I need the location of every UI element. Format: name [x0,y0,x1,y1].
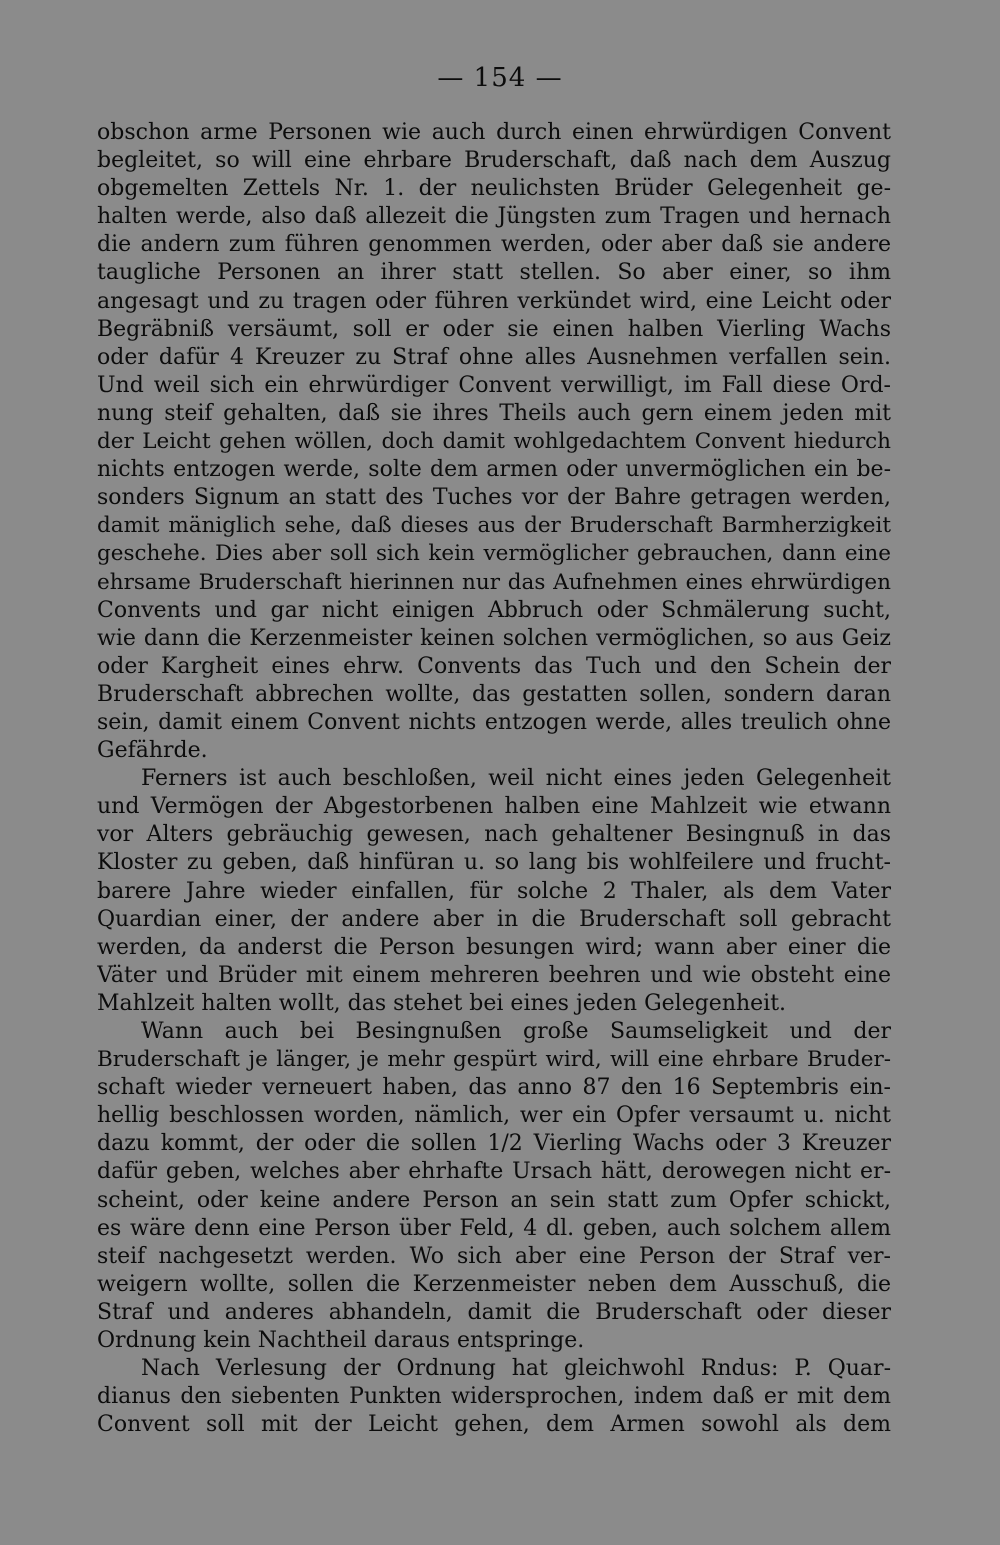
text-line: Gefährde. [97,738,208,764]
text-line: dianus den siebenten Punkten widersprochen, indem daß er mit dem [97,1384,891,1410]
text-line: scheint, oder keine andere Person an sein statt zum Opfer schickt, [97,1187,891,1213]
text-line: vor Alters gebräuchig gewesen, nach gehaltener Besingnuß in das [97,822,891,848]
text-line: obschon arme Personen wie auch durch einen ehrwürdigen Convent [97,120,891,145]
text-line: Begräbniß versäumt, soll er oder sie einen halben Vierling Wachs [97,316,891,342]
text-line: barere Jahre wieder einfallen, für solche 2 Thaler, als dem Vater [97,878,891,904]
text-line: Bruderschaft je länger, je mehr gespürt wird, will eine ehrbare Bruder- [97,1047,891,1073]
text-line: Wann auch bei Besingnußen große Saumseligkeit und der [141,1019,891,1044]
text-line: sein, damit einem Convent nichts entzogen werde, alles treulich ohne [97,709,891,735]
text-line: obgemelten Zettels Nr. 1. der neulichsten Brüder Gelegenheit ge- [97,176,891,202]
text-line: Ordnung kein Nachtheil daraus entspringe. [97,1328,585,1354]
text-line: Convents und gar nicht einigen Abbruch oder Schmälerung sucht, [97,597,891,623]
text-line: oder dafür 4 Kreuzer zu Straf ohne alles Ausnehmen verfallen sein. [97,344,891,370]
text-line: es wäre denn eine Person über Feld, 4 dl. geben, auch solchem allem [97,1215,891,1241]
body-text [97,119,891,1439]
text-line: hellig beschlossen worden, nämlich, wer ein Opfer versaumt u. nicht [97,1103,891,1129]
text-line: taugliche Personen an ihrer statt stellen. So aber einer, so ihm [97,260,891,286]
text-line: Mahlzeit halten wollt, das stehet bei eines jeden Gelegenheit. [97,990,787,1016]
text-line: Straf und anderes abhandeln, damit die Bruderschaft oder dieser [97,1299,891,1325]
text-line: oder Kargheit eines ehrw. Convents das Tuch und den Schein der [97,653,891,679]
text-line: wie dann die Kerzenmeister keinen solchen vermöglichen, so aus Geiz [97,625,891,651]
text-line: damit mäniglich sehe, daß dieses aus der Bruderschaft Barmherzigkeit [97,513,891,539]
text-line: werden, da anderst die Person besungen wird; wann aber einer die [97,934,891,960]
text-line: Und weil sich ein ehrwürdiger Convent verwilligt, im Fall diese Ord- [97,372,891,398]
text-line: halten werde, also daß allezeit die Jüngsten zum Tragen und hernach [97,204,891,230]
text-line: schaft wieder verneuert haben, das anno 87 den 16 Septembris ein- [97,1075,891,1101]
text-line: der Leicht gehen wöllen, doch damit wohlgedachtem Convent hiedurch [97,429,891,455]
page-number: — 154 — [437,63,563,93]
text-line: Ferners ist auch beschloßen, weil nicht eines jeden Gelegenheit [141,766,891,792]
text-line: ehrsame Bruderschaft hierinnen nur das Aufnehmen eines ehrwürdigen [97,569,891,595]
text-line: geschehe. Dies aber soll sich kein vermöglicher gebrauchen, dann eine [97,541,891,567]
text-line: Bruderschaft abbrechen wollte, das gestatten sollen, sondern daran [97,681,891,707]
text-line: die andern zum führen genommen werden, oder aber daß sie andere [97,232,891,258]
text-line: Nach Verlesung der Ordnung hat gleichwohl Rndus: P. Quar- [141,1356,891,1382]
text-line: und Vermögen der Abgestorbenen halben eine Mahlzeit wie etwann [97,794,891,820]
text-line: Kloster zu geben, daß hinfüran u. so lang bis wohlfeilere und frucht- [97,850,891,876]
text-line: begleitet, so will eine ehrbare Bruderschaft, daß nach dem Auszug [97,148,891,174]
text-line: angesagt und zu tragen oder führen verkündet wird, eine Leicht oder [97,288,891,314]
text-line: steif nachgesetzt werden. Wo sich aber eine Person der Straf ver- [97,1243,891,1269]
text-line: dafür geben, welches aber ehrhafte Ursach hätt, derowegen nicht er- [97,1159,891,1185]
text-line: Väter und Brüder mit einem mehreren beehren und wie obsteht eine [97,962,891,988]
text-line: nung steif gehalten, daß sie ihres Theils auch gern einem jeden mit [97,400,891,426]
text-line: sonders Signum an statt des Tuches vor der Bahre getragen werden, [97,485,891,511]
text-line: nichts entzogen werde, solte dem armen oder unvermöglichen ein be- [97,457,891,483]
text-line: weigern wollte, sollen die Kerzenmeister neben dem Ausschuß, die [97,1271,891,1297]
text-line: Quardian einer, der andere aber in die Bruderschaft soll gebracht [97,906,891,932]
text-line: Convent soll mit der Leicht gehen, dem Armen sowohl als dem [97,1412,891,1438]
text-line: dazu kommt, der oder die sollen 1/2 Vierling Wachs oder 3 Kreuzer [97,1131,891,1157]
